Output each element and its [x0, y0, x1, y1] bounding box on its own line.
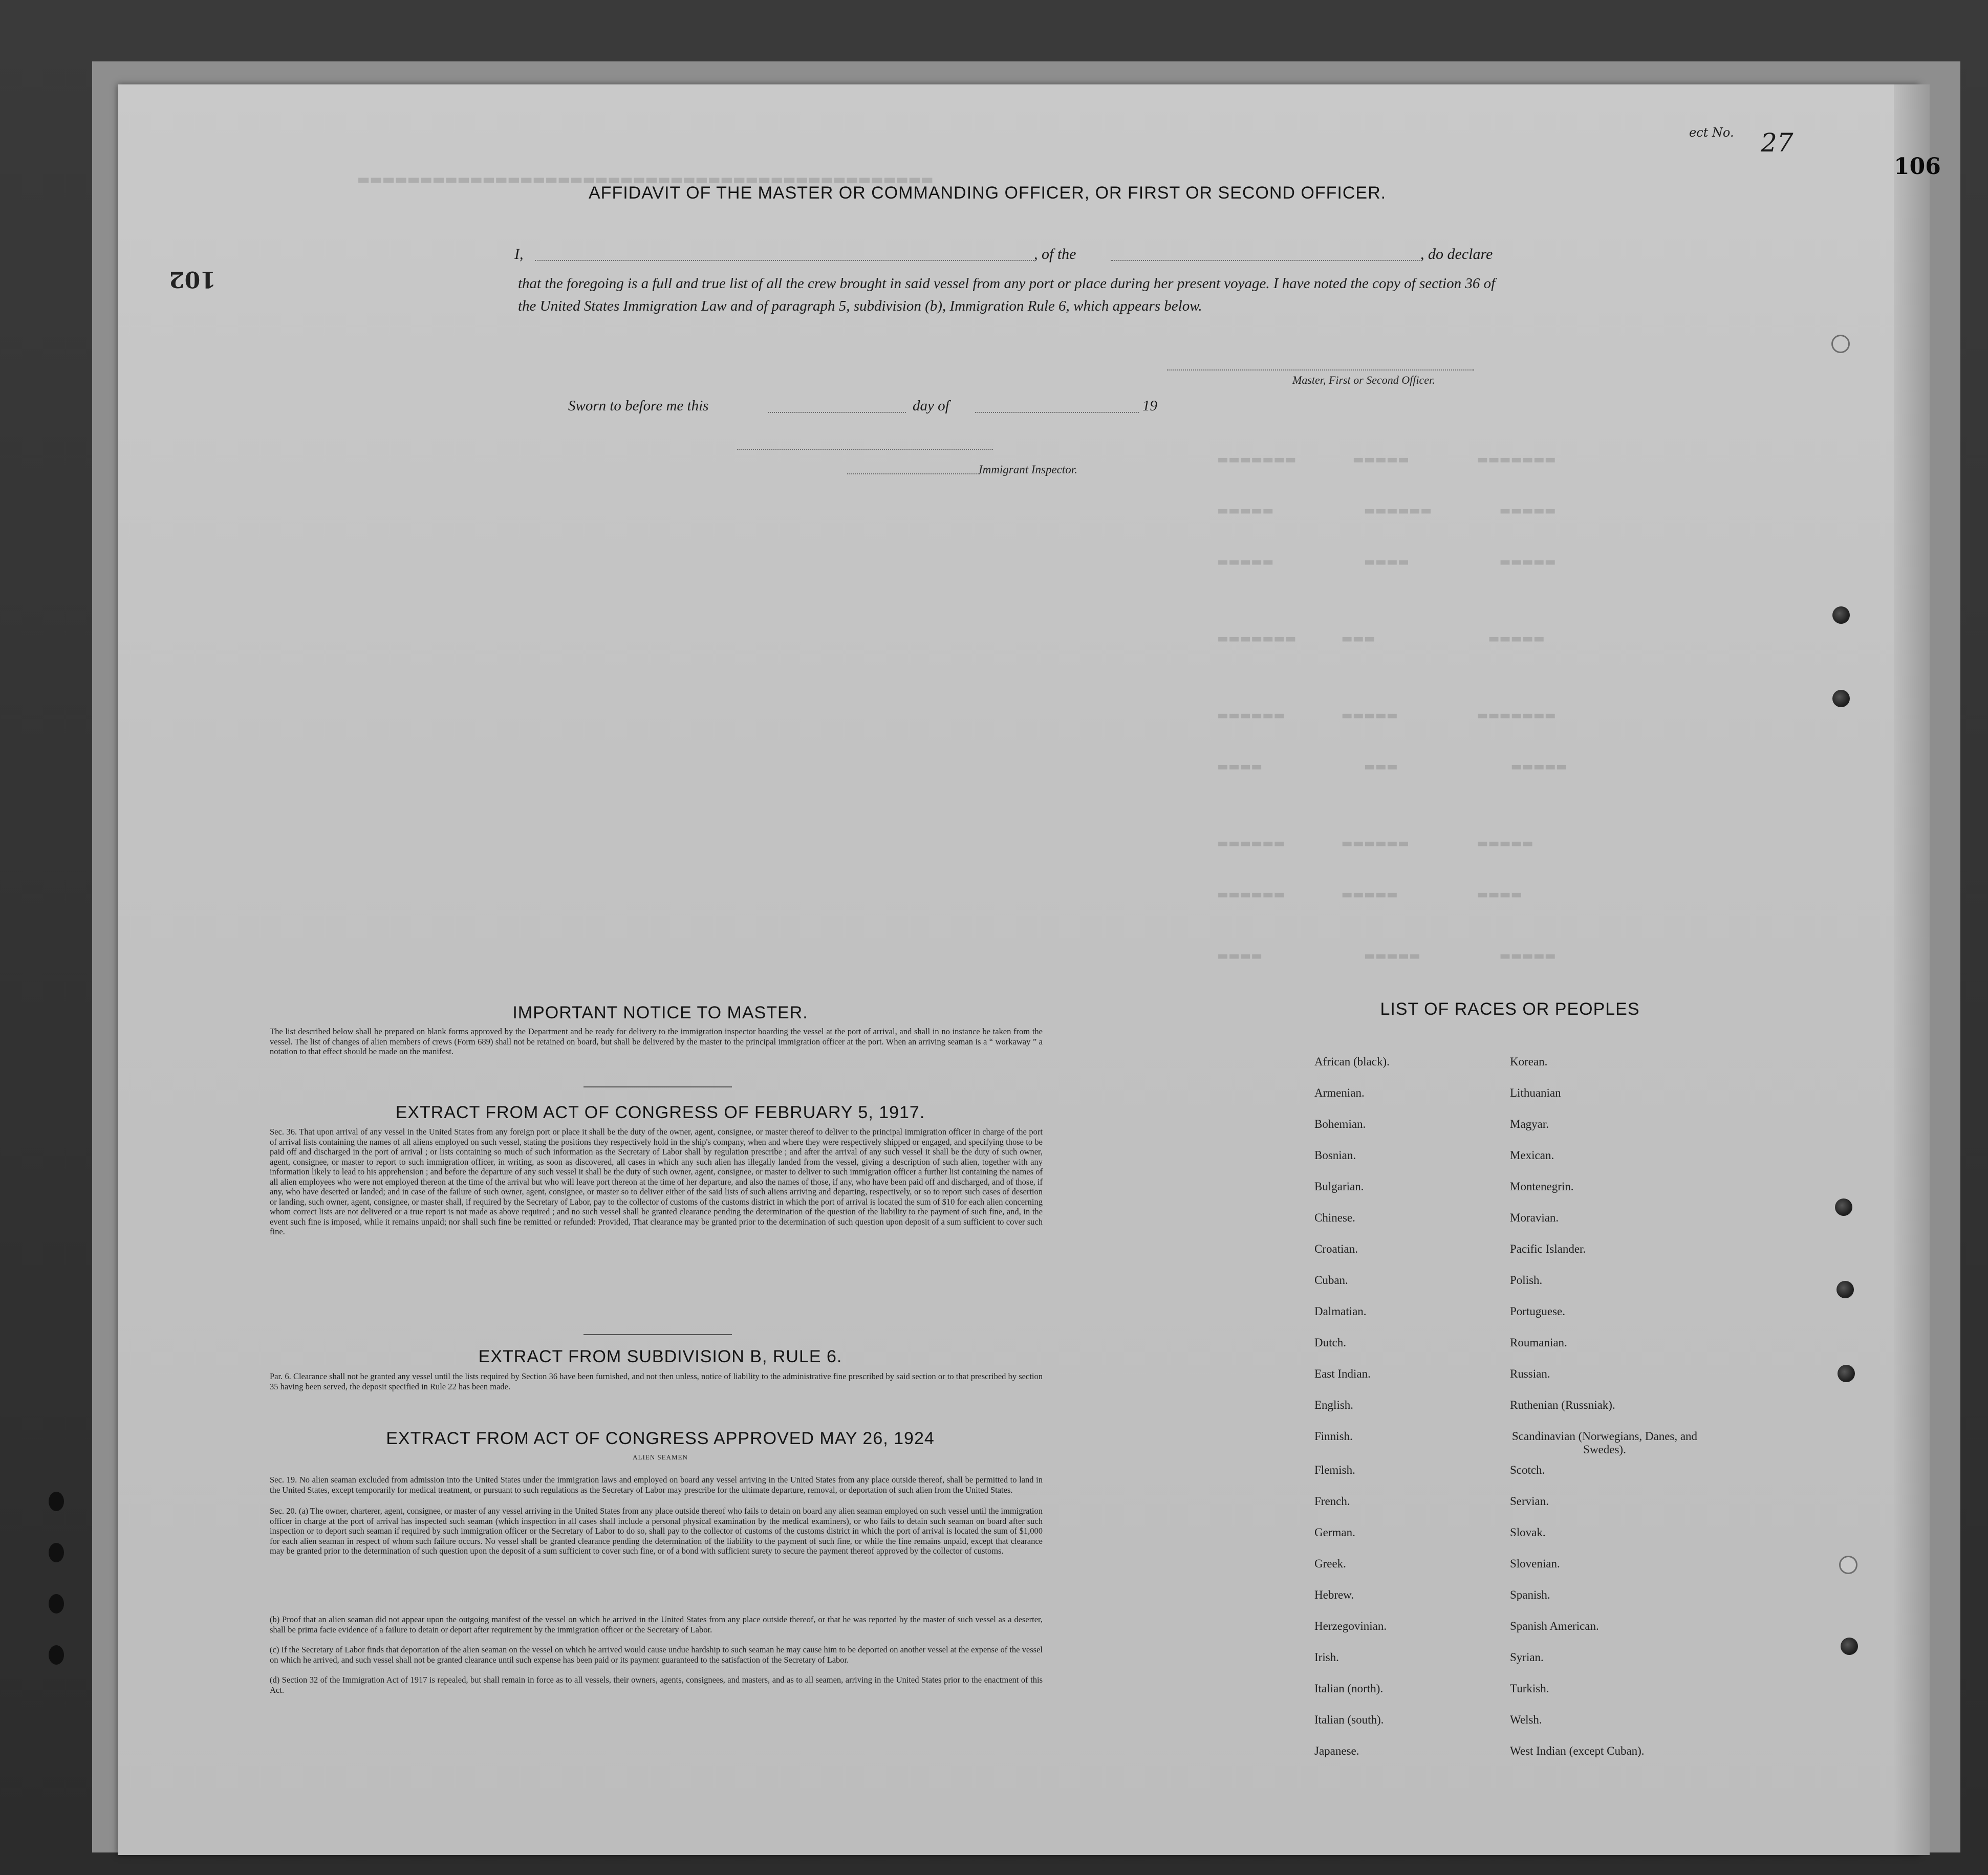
extract-rule6-body: Par. 6. Clearance shall not be granted any vessel until the lists required by Section 36 have been furnished, and not then unless, notice of liability to the administrative fine prescribed by said section or to that prescribed by section 35 having been served, the deposit specified in Rule 22 has been made. — [270, 1371, 1043, 1391]
race-item: Hebrew. — [1314, 1588, 1354, 1601]
race-item: Armenian. — [1314, 1086, 1365, 1099]
year-label: 19 — [1142, 398, 1157, 414]
race-item: Bulgarian. — [1314, 1180, 1364, 1193]
stamp-number: 106 — [1894, 154, 1941, 180]
race-item: Portuguese. — [1510, 1305, 1565, 1318]
race-item: Spanish American. — [1510, 1620, 1599, 1632]
declare-label: , do declare — [1420, 246, 1493, 263]
binding-hole-icon — [49, 1492, 64, 1511]
sheet-number: 27 — [1761, 128, 1793, 158]
affidavit-title: AFFIDAVIT OF THE MASTER OR COMMANDING OFFICER, OR FIRST OR SECOND OFFICER. — [589, 183, 1387, 203]
punch-hole-icon — [1838, 1365, 1855, 1382]
race-item: French. — [1314, 1495, 1350, 1508]
punch-hole-icon — [1841, 1638, 1858, 1655]
section-divider — [584, 1334, 732, 1335]
punch-hole-icon — [1835, 1198, 1852, 1216]
race-item: Dutch. — [1314, 1336, 1346, 1349]
declarant-label: I, — [514, 246, 524, 263]
race-item: Russian. — [1510, 1367, 1550, 1380]
race-item: Finnish. — [1314, 1430, 1353, 1443]
race-item: Cuban. — [1314, 1274, 1348, 1287]
extract-1917-title: EXTRACT FROM ACT OF CONGRESS OF FEBRUARY 5, 1917. — [395, 1103, 925, 1122]
binding-hole-icon — [49, 1645, 64, 1665]
races-title: LIST OF RACES OR PEOPLES — [1380, 999, 1640, 1019]
sworn-day-line — [768, 412, 906, 413]
form-sheet — [118, 84, 1919, 1855]
race-item: Slovenian. — [1510, 1557, 1560, 1570]
race-item: Moravian. — [1510, 1211, 1559, 1224]
extract-1924-sec20b: (b) Proof that an alien seaman did not appear upon the outgoing manifest of the vessel on which he arrived in the United States from any place outside thereof, or that he was reported by the master of such vessel as a deserter, shall be prima facie evidence of a failure to detain or deport after requirement by the immigration officer or the Secretary of Labor. — [270, 1615, 1043, 1634]
race-item: Lithuanian — [1510, 1086, 1561, 1099]
race-item: Greek. — [1314, 1557, 1346, 1570]
race-item: Montenegrin. — [1510, 1180, 1574, 1193]
master-signature-line — [1167, 369, 1474, 370]
vessel-name-line — [1111, 260, 1420, 261]
race-item: Pacific Islander. — [1510, 1242, 1586, 1255]
race-item: Dalmatian. — [1314, 1305, 1367, 1318]
binding-hole-icon — [49, 1543, 64, 1562]
section-divider — [584, 1086, 732, 1087]
side-number: 102 — [169, 266, 216, 292]
race-item: African (black). — [1314, 1055, 1390, 1068]
inspector-signature-line — [847, 473, 980, 474]
race-item: Scandinavian (Norwegians, Danes, and Swedes). — [1511, 1430, 1698, 1456]
affidavit-statement: that the foregoing is a full and true list of all the crew brought in said vessel from any port or place during her present voyage. I have noted the copy of section 36 of the United States Immigration Law and of paragraph 5, subdivision (b), Immigration Rule 6, which appears below. — [518, 275, 1496, 314]
sworn-month-line — [975, 412, 1139, 413]
race-item: West Indian (except Cuban). — [1510, 1745, 1645, 1757]
race-item: Polish. — [1510, 1274, 1543, 1287]
punch-hole-icon — [1832, 606, 1850, 624]
race-item: Mexican. — [1510, 1149, 1554, 1162]
race-item: Italian (south). — [1314, 1713, 1384, 1726]
race-item: Welsh. — [1510, 1713, 1542, 1726]
race-item: Slovak. — [1510, 1526, 1546, 1539]
race-item: Chinese. — [1314, 1211, 1355, 1224]
sworn-separator — [737, 449, 993, 450]
race-item: Flemish. — [1314, 1464, 1355, 1476]
race-item: German. — [1314, 1526, 1355, 1539]
sheet-edge — [1894, 84, 1930, 1855]
race-item: Turkish. — [1510, 1682, 1549, 1695]
race-item: Bohemian. — [1314, 1118, 1366, 1130]
race-item: Japanese. — [1314, 1745, 1359, 1757]
sheet-number-label: ect No. — [1689, 125, 1734, 140]
race-item: Ruthenian (Russniak). — [1510, 1399, 1615, 1411]
race-item: Scotch. — [1510, 1464, 1545, 1476]
extract-1924-sec20c: (c) If the Secretary of Labor finds that deportation of the alien seaman on the vessel on which he arrived would cause undue hardship to such seaman he may cause him to be deported on another vessel at the expense of the vessel on which he arrived, and such vessel shall not be granted clearance until such expense has been paid or its payment guaranteed to the satisfaction of the Secretary of Labor. — [270, 1645, 1043, 1665]
sworn-label: Sworn to before me this — [568, 398, 709, 414]
inspector-label: Immigrant Inspector. — [979, 463, 1077, 476]
punch-hole-icon — [1836, 1281, 1854, 1298]
race-item: Roumanian. — [1510, 1336, 1567, 1349]
race-item: Bosnian. — [1314, 1149, 1356, 1162]
race-item: Spanish. — [1510, 1588, 1550, 1601]
race-item: Irish. — [1314, 1651, 1339, 1664]
race-item: Magyar. — [1510, 1118, 1549, 1130]
extract-1924-sec19: Sec. 19. No alien seaman excluded from admission into the United States under the immigration laws and employed on board any vessel arriving in the United States from any place outside thereof, shall be permitted to land in the United States, except temporarily for medical treatment, or pursuant to such regulations as the Secretary of Labor may prescribe for the ultimate departure, removal, or deportation of such alien from the United States. — [270, 1475, 1043, 1495]
punch-hole-icon — [1831, 335, 1850, 353]
race-item: Korean. — [1510, 1055, 1548, 1068]
extract-1924-subtitle: ALIEN SEAMEN — [633, 1453, 688, 1461]
extract-1924-sec20d: (d) Section 32 of the Immigration Act of 1917 is repealed, but shall remain in force as to all vessels, their owners, agents, consignees, and masters, and as to all seamen, arriving in the United States prior to the enactment of this Act. — [270, 1675, 1043, 1695]
master-label: Master, First or Second Officer. — [1292, 374, 1435, 386]
punch-hole-icon — [1839, 1556, 1857, 1574]
race-item: Italian (north). — [1314, 1682, 1384, 1695]
punch-hole-icon — [1832, 690, 1850, 707]
extract-1924-sec20a: Sec. 20. (a) The owner, charterer, agent, consignee, or master of any vessel arriving in the United States from any place outside thereof who fails to detain on board any alien seaman employed on such vessel until the immigration officer in charge at the port of arrival has inspected such seaman (which inspection in all cases shall include a personal physical examination by the medical examiners), or who fails to detain such seaman on board after such inspection or to deport such seaman if required by such immigration officer or the Secretary of Labor to do so, shall pay to the collector of customs of the customs district in which the port of arrival is located the sum of $1,000 for each alien seaman in respect of whom such failure occurs. No vessel shall be granted clearance pending the determination of the liability to the payment of such fine, or while the fine remains unpaid, except that clearance may be granted prior to the determination of such question upon the deposit of a sum sufficient to cover such fine, or of a bond with sufficient surety to secure the payment thereof approved by the collector of customs. — [270, 1506, 1043, 1556]
declarant-name-line — [535, 260, 1034, 261]
notice-title: IMPORTANT NOTICE TO MASTER. — [512, 1003, 808, 1022]
race-item: English. — [1314, 1399, 1354, 1411]
binding-hole-icon — [49, 1594, 64, 1614]
race-item: Herzegovinian. — [1314, 1620, 1387, 1632]
extract-rule6-title: EXTRACT FROM SUBDIVISION B, RULE 6. — [478, 1347, 842, 1366]
day-of-label: day of — [913, 398, 949, 414]
notice-body: The list described below shall be prepared on blank forms approved by the Department and be ready for delivery to the immigration inspector boarding the vessel at the port of arrival, and shall in no instance be taken from the vessel. The list of changes of alien members of crews (Form 689) shall not be retained on board, but shall be delivered by the master to the principal immigration officer at the port. When an arriving seaman is a “ workaway ” a notation to that effect should be made on the manifest. — [270, 1027, 1043, 1056]
race-item: Croatian. — [1314, 1242, 1358, 1255]
extract-1924-title: EXTRACT FROM ACT OF CONGRESS APPROVED MAY 26, 1924 — [386, 1429, 935, 1448]
extract-1917-body: Sec. 36. That upon arrival of any vessel in the United States from any foreign port or place it shall be the duty of the owner, agent, consignee, or master thereof to deliver to the principal immigration officer in charge of the port of arrival lists containing the names of all aliens employed on such vessel, stating the positions they respectively hold in the ship's company, when and where they were respectively shipped or engaged, and specifying those to be paid off and discharged in the port of arrival ; or lists containing so much of such information as the Secretary of Labor shall by regulation prescribe ; and after the arrival of any such vessel it shall be the duty of such owner, agent, consignee, or master to report to such immigration officer, in writing, as soon as discovered, all cases in which any such alien has illegally landed from the vessel, giving a description of such alien, together with any information likely to lead to his apprehension ; and before the departure of any such vessel it shall be the duty of such owner, agent, consignee, or master to deliver to such immigration officer a further list containing the names of all alien employees who were not employed thereon at the time of the arrival but who will leave port thereon at the time of her departure, and also the names of those, if any, who have been paid off and discharged, and of those, if any, who have deserted or landed; and in case of the failure of such owner, agent, consignee, or master so to deliver either of the said lists of such aliens arriving and departing, respectively, or so to report such cases of desertion or landing, such owner, agent, consignee, or master shall, if required by the Secretary of Labor, pay to the collector of customs of the customs district in which the port of arrival is located the sum of $10 for each alien concerning whom correct lists are not delivered or a true report is not made as above required ; and no such vessel shall be granted clearance pending the determination of the question of the liability to the payment of such fine, and, in the event such fine is imposed, while it remains unpaid; nor shall such fine be remitted or refunded: Provided, That clearance may be granted prior to the determination of such question upon deposit of a sum sufficient to cover such fine. — [270, 1127, 1043, 1236]
race-item: Syrian. — [1510, 1651, 1544, 1664]
race-item: East Indian. — [1314, 1367, 1371, 1380]
race-item: Servian. — [1510, 1495, 1549, 1508]
of-the-label: , of the — [1034, 246, 1076, 263]
